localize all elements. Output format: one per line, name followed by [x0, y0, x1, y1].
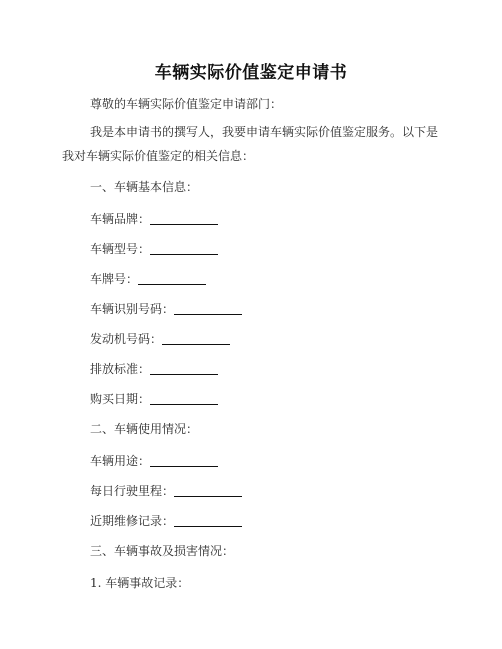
- document-title: 车辆实际价值鉴定申请书: [154, 63, 348, 83]
- fill-in-blank: [138, 271, 206, 285]
- fill-in-blank: [162, 331, 230, 345]
- field-label: 购买日期：: [90, 392, 151, 406]
- accident-record-item: 1. 车辆事故记录：: [90, 576, 190, 590]
- fill-in-blank: [150, 211, 218, 225]
- fill-in-blank: [150, 361, 218, 375]
- field-engine-number: [90, 331, 230, 347]
- section-heading-basic-info: 一、车辆基本信息：: [90, 180, 199, 194]
- salutation: 尊敬的车辆实际价值鉴定申请部门：: [90, 97, 283, 111]
- field-label: 车辆品牌：: [90, 212, 151, 226]
- section-heading-usage: 二、车辆使用情况：: [90, 422, 199, 436]
- field-recent-repairs: [90, 513, 242, 529]
- field-emission-standard: [90, 361, 218, 377]
- field-label: 车辆用途：: [90, 454, 151, 468]
- field-plate-number: [90, 271, 206, 287]
- field-vehicle-brand: [90, 211, 218, 227]
- field-label: 车辆型号：: [90, 242, 151, 256]
- intro-paragraph: 我是本申请书的撰写人，我要申请车辆实际价值鉴定服务。以下是我对车辆实际价值鉴定的相关信息：: [62, 125, 439, 163]
- section-heading-accidents: 三、车辆事故及损害情况：: [90, 544, 235, 558]
- field-label: 每日行驶里程：: [90, 484, 175, 498]
- fill-in-blank: [150, 391, 218, 405]
- field-purchase-date: [90, 391, 218, 407]
- fill-in-blank: [150, 241, 218, 255]
- field-label: 车辆识别号码：: [90, 302, 175, 316]
- field-vin: [90, 301, 242, 317]
- fill-in-blank: [174, 301, 242, 315]
- field-vehicle-model: [90, 241, 218, 257]
- fill-in-blank: [174, 483, 242, 497]
- field-label: 近期维修记录：: [90, 514, 175, 528]
- fill-in-blank: [150, 453, 218, 467]
- field-label: 排放标准：: [90, 362, 151, 376]
- fill-in-blank: [174, 513, 242, 527]
- field-vehicle-purpose: [90, 453, 218, 469]
- field-label: 车牌号：: [90, 272, 139, 286]
- field-daily-mileage: [90, 483, 242, 499]
- field-label: 发动机号码：: [90, 332, 163, 346]
